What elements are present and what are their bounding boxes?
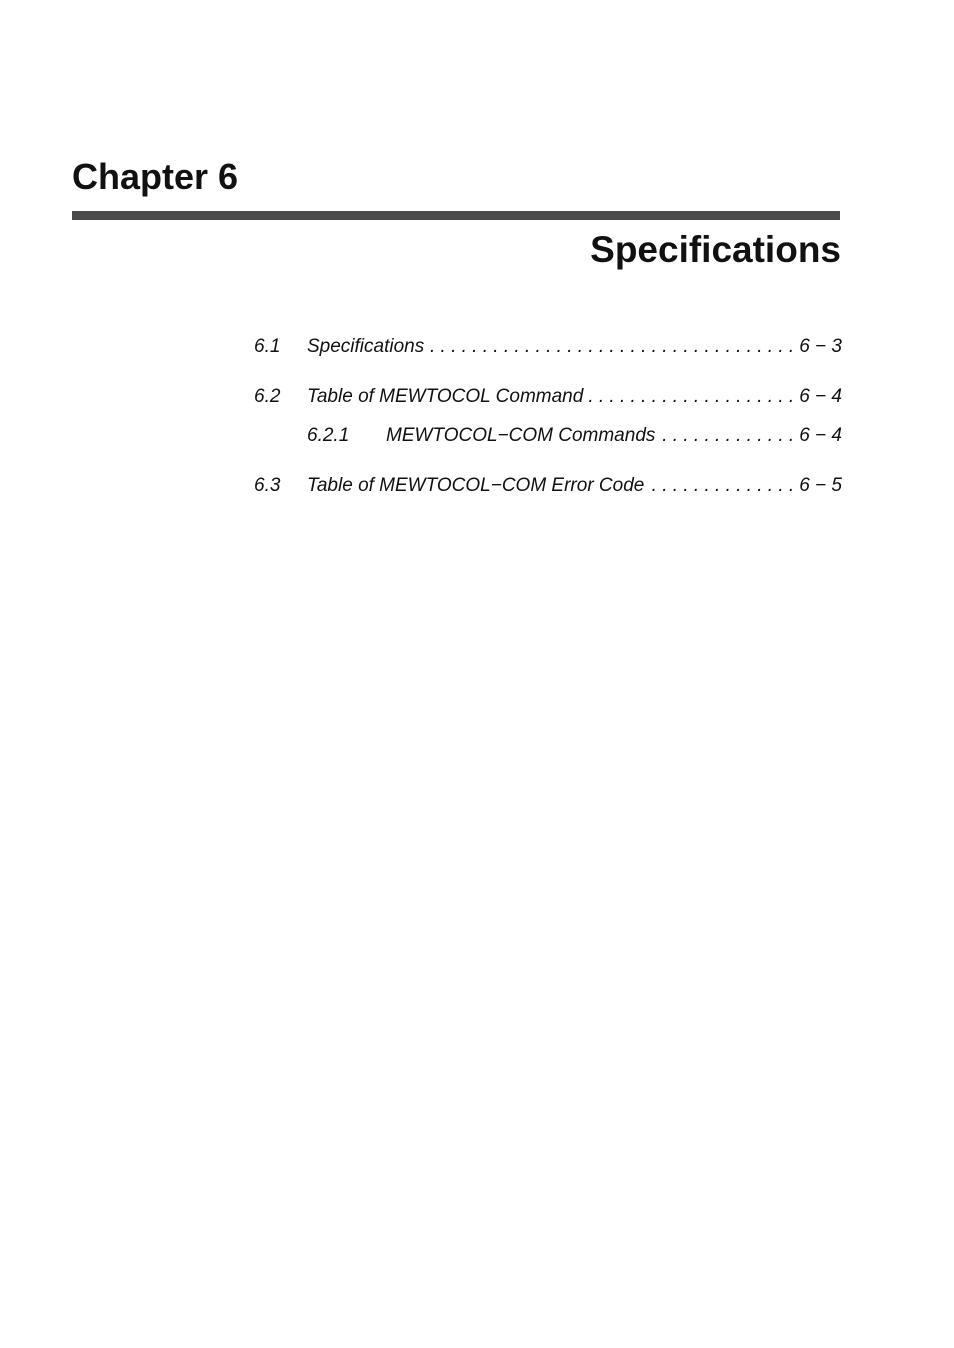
toc-dot-leader bbox=[661, 424, 794, 448]
toc-entry-title: MEWTOCOL−COM Commands bbox=[386, 425, 656, 446]
chapter-title: Specifications bbox=[590, 229, 841, 270]
toc-entry-6-2[interactable] bbox=[254, 385, 842, 409]
toc-entry-6-2-1[interactable] bbox=[254, 424, 842, 448]
toc-entry-page: 6 − 4 bbox=[799, 386, 842, 407]
toc-entry-page: 6 − 5 bbox=[799, 475, 842, 496]
toc-dot-leader bbox=[589, 385, 794, 409]
toc-entry-number: 6.2.1 bbox=[307, 425, 350, 446]
toc-entry-title: Specifications bbox=[307, 336, 425, 357]
toc-entry-page: 6 − 4 bbox=[799, 425, 842, 446]
toc-entry-number: 6.3 bbox=[254, 475, 281, 496]
toc-dot-leader bbox=[650, 474, 794, 498]
toc-entry-number: 6.1 bbox=[254, 336, 281, 357]
chapter-label: Chapter 6 bbox=[72, 156, 239, 197]
toc-entry-title: Table of MEWTOCOL−COM Error Code bbox=[307, 475, 645, 496]
toc-entry-6-3[interactable] bbox=[254, 474, 842, 498]
toc-dot-leader bbox=[430, 335, 794, 359]
toc-entry-6-1[interactable] bbox=[254, 335, 842, 359]
toc-entry-number: 6.2 bbox=[254, 386, 281, 407]
toc-entry-title: Table of MEWTOCOL Command bbox=[307, 386, 584, 407]
toc-entry-page: 6 − 3 bbox=[799, 336, 842, 357]
chapter-divider bbox=[72, 211, 840, 220]
